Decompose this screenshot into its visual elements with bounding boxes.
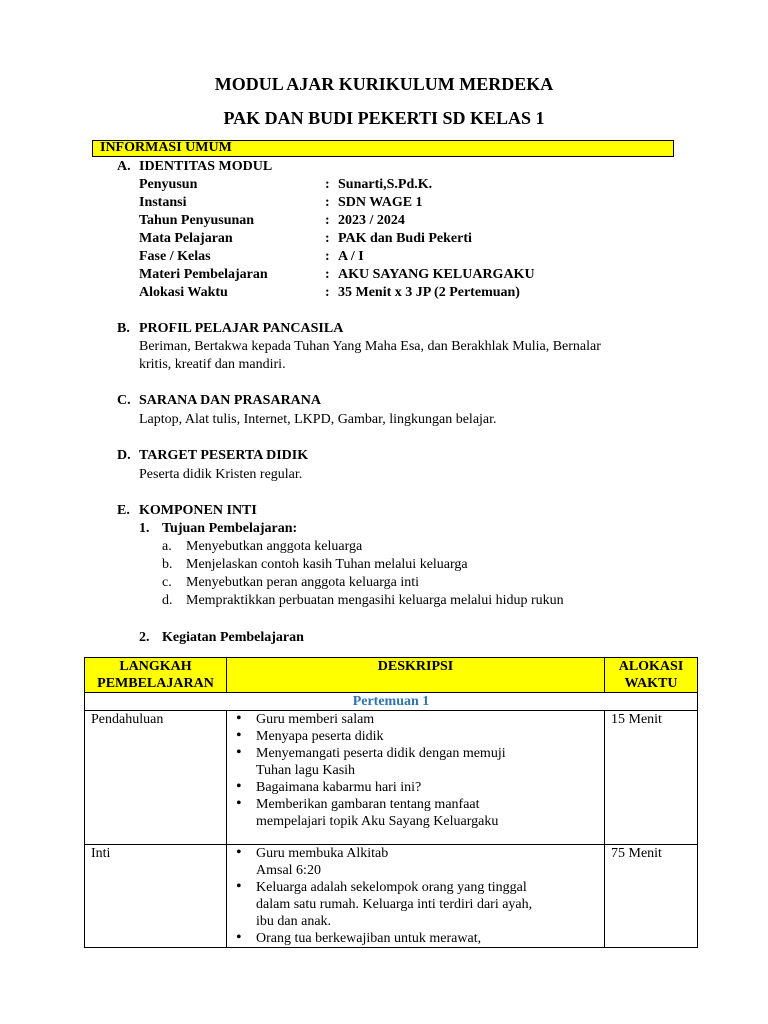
- activities-number: 2.: [139, 630, 150, 645]
- objectives-title: Tujuan Pembelajaran:: [162, 521, 298, 536]
- objective-letter: c.: [162, 575, 172, 590]
- table-row: [85, 845, 698, 948]
- document-title: MODUL AJAR KURIKULUM MERDEKA: [214, 74, 554, 94]
- identity-value: PAK dan Budi Pekerti: [338, 231, 472, 246]
- identity-colon: :: [325, 213, 330, 228]
- identity-colon: :: [325, 285, 330, 300]
- header-alokasi: [605, 658, 698, 693]
- identity-key: Materi Pembelajaran: [139, 267, 268, 282]
- section-b-text-line1: Beriman, Bertakwa kepada Tuhan Yang Maha Esa, dan Berakhlak Mulia, Bernalar: [139, 339, 601, 354]
- section-a-title: IDENTITAS MODUL: [139, 159, 273, 174]
- list-item-line: • Menyemangati peserta didik dengan memuji: [256, 746, 506, 761]
- list-item: • Orang tua berkewajiban untuk merawat,: [233, 930, 598, 947]
- list-item: • Menyapa peserta didik: [233, 728, 598, 745]
- list-item-line: • Guru membuka Alkitab: [256, 846, 389, 861]
- activities-title: Kegiatan Pembelajaran: [162, 630, 304, 645]
- step-cell: Pendahuluan: [85, 711, 227, 845]
- description-cell: [227, 711, 605, 845]
- objective-letter: b.: [162, 557, 173, 572]
- header-deskripsi: [227, 658, 605, 693]
- identity-key: Mata Pelajaran: [139, 231, 233, 246]
- info-header-label: INFORMASI UMUM: [100, 140, 232, 155]
- section-c-text: Laptop, Alat tulis, Internet, LKPD, Gambar, lingkungan belajar.: [139, 412, 497, 427]
- identity-value: AKU SAYANG KELUARGAKU: [338, 267, 535, 282]
- identity-colon: :: [325, 249, 330, 264]
- section-a-label: A.: [117, 159, 131, 174]
- objective-text: Menyebutkan anggota keluarga: [186, 539, 363, 554]
- list-item: [233, 745, 598, 779]
- section-b-title: PROFIL PELAJAR PANCASILA: [139, 321, 344, 336]
- time-cell: 75 Menit: [605, 845, 698, 948]
- objective-letter: a.: [162, 539, 172, 554]
- section-e-label: E.: [117, 503, 130, 518]
- meeting-label: Pertemuan 1: [85, 693, 698, 711]
- identity-value: 2023 / 2024: [338, 213, 405, 228]
- objectives-number: 1.: [139, 521, 150, 536]
- objective-text: Mempraktikkan perbuatan mengasihi keluarga melalui hidup rukun: [186, 593, 564, 608]
- time-cell: 15 Menit: [605, 711, 698, 845]
- learning-activities-table: [84, 657, 698, 948]
- meeting-row: [85, 693, 698, 711]
- table-row: [85, 711, 698, 845]
- identity-value: Sunarti,S.Pd.K.: [338, 177, 433, 192]
- section-c-title: SARANA DAN PRASARANA: [139, 393, 322, 408]
- header-alokasi-line2: WAKTU: [624, 676, 678, 691]
- header-langkah: [85, 658, 227, 693]
- identity-value: SDN WAGE 1: [338, 195, 423, 210]
- identity-value: A / I: [338, 249, 364, 264]
- list-item: [233, 845, 598, 879]
- identity-key: Fase / Kelas: [139, 249, 211, 264]
- list-item: • Bagaimana kabarmu hari ini?: [233, 779, 598, 796]
- identity-key: Penyusun: [139, 177, 198, 192]
- section-e-title: KOMPONEN INTI: [139, 503, 257, 518]
- step-cell: Inti: [85, 845, 227, 948]
- list-item: • Guru memberi salam: [233, 711, 598, 728]
- list-item-line: • Keluarga adalah sekelompok orang yang tinggal: [256, 880, 527, 895]
- header-deskripsi-label: DESKRIPSI: [377, 659, 454, 674]
- identity-value: 35 Menit x 3 JP (2 Pertemuan): [338, 285, 520, 300]
- section-c-label: C.: [117, 393, 131, 408]
- header-langkah-line1: LANGKAH: [119, 659, 192, 674]
- identity-key: Instansi: [139, 195, 187, 210]
- table-header-row: [85, 658, 698, 693]
- header-langkah-line2: PEMBELAJARAN: [97, 676, 214, 691]
- list-item: [233, 796, 598, 830]
- section-b-label: B.: [117, 321, 130, 336]
- header-alokasi-line1: ALOKASI: [618, 659, 684, 674]
- list-item-line: mempelajari topik Aku Sayang Keluargaku: [256, 814, 499, 829]
- section-d-text: Peserta didik Kristen regular.: [139, 467, 303, 482]
- objective-letter: d.: [162, 593, 173, 608]
- list-item-line: ibu dan anak.: [256, 914, 332, 929]
- objective-text: Menjelaskan contoh kasih Tuhan melalui keluarga: [186, 557, 468, 572]
- list-item-line: Tuhan lagu Kasih: [256, 763, 356, 778]
- section-d-title: TARGET PESERTA DIDIK: [139, 448, 309, 463]
- section-b-text-line2: kritis, kreatif dan mandiri.: [139, 357, 286, 372]
- list-item-line: • Memberikan gambaran tentang manfaat: [256, 797, 480, 812]
- identity-colon: :: [325, 267, 330, 282]
- identity-key: Alokasi Waktu: [139, 285, 228, 300]
- identity-colon: :: [325, 177, 330, 192]
- identity-key: Tahun Penyusunan: [139, 213, 255, 228]
- list-item-line: dalam satu rumah. Keluarga inti terdiri dari ayah,: [256, 897, 533, 912]
- identity-colon: :: [325, 231, 330, 246]
- section-d-label: D.: [117, 448, 131, 463]
- list-item-line: Amsal 6:20: [256, 863, 321, 878]
- info-header-box: [92, 140, 674, 157]
- document-subtitle: PAK DAN BUDI PEKERTI SD KELAS 1: [223, 108, 545, 128]
- objective-text: Menyebutkan peran anggota keluarga inti: [186, 575, 419, 590]
- list-item: [233, 879, 598, 930]
- description-cell: [227, 845, 605, 948]
- identity-colon: :: [325, 195, 330, 210]
